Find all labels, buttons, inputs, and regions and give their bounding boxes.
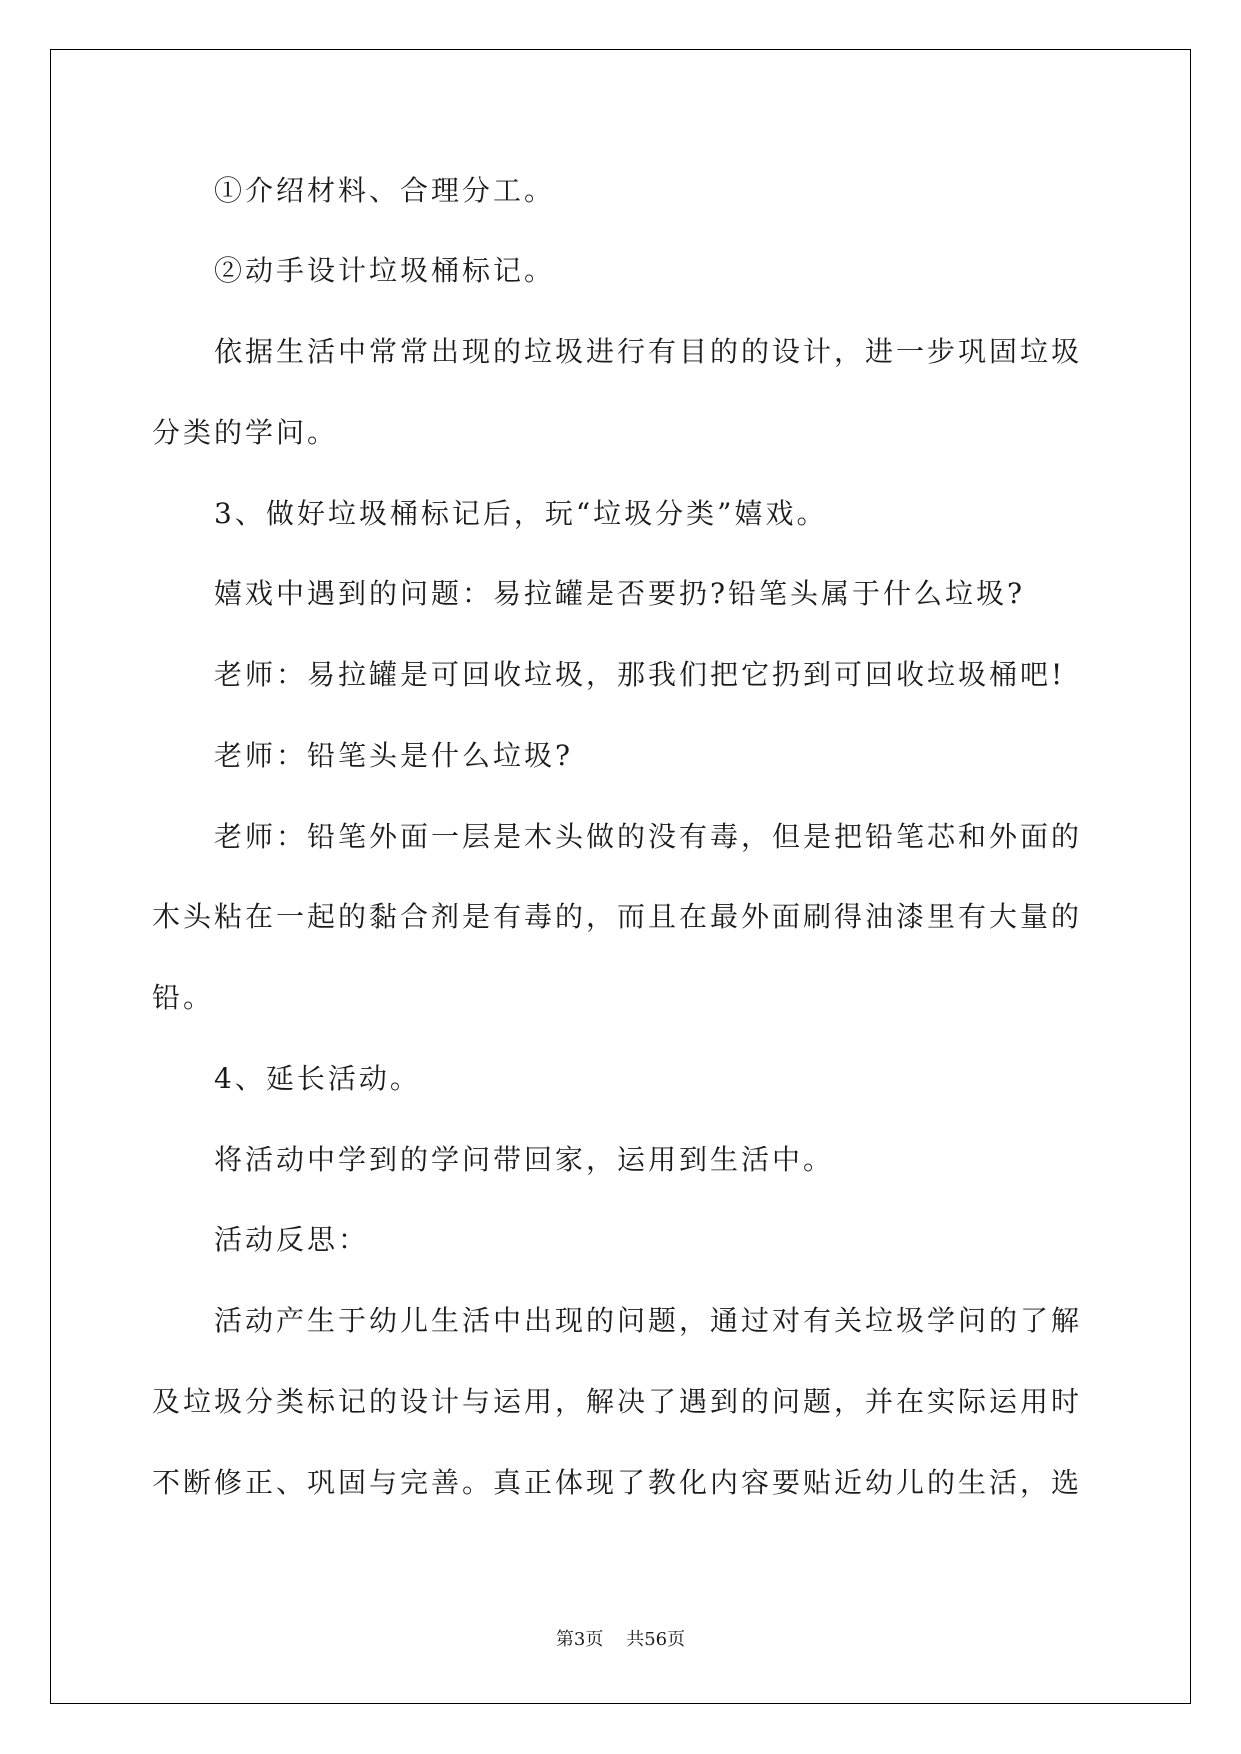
paragraph-line: 活动产生于幼儿生活中出现的问题，通过对有关垃圾学问的了解 <box>214 1304 1083 1337</box>
footer-total-suffix: 页 <box>667 1629 686 1650</box>
paragraph-line: 活动反思： <box>214 1223 370 1256</box>
paragraph-line: 分类的学问。 <box>152 416 339 449</box>
paragraph-line: 老师：铅笔头是什么垃圾? <box>214 739 574 772</box>
paragraph-line: 不断修正、巩固与完善。真正体现了教化内容要贴近幼儿的生活，选 <box>152 1466 1083 1499</box>
footer-total-prefix: 共 <box>626 1629 645 1650</box>
paragraph-line: 铅。 <box>152 981 215 1014</box>
paragraph-line: 及垃圾分类标记的设计与运用，解决了遇到的问题，并在实际运用时 <box>152 1385 1083 1418</box>
footer-total-pages: 56 <box>644 1629 668 1650</box>
footer-page-number: 3 <box>573 1629 586 1650</box>
footer-page-suffix: 页 <box>585 1629 604 1650</box>
footer-page-prefix: 第 <box>555 1629 574 1650</box>
paragraph-line: 嬉戏中遇到的问题：易拉罐是否要扔?铅笔头属于什么垃圾? <box>214 577 1026 610</box>
paragraph-line: 老师：铅笔外面一层是木头做的没有毒，但是把铅笔芯和外面的 <box>214 820 1083 853</box>
paragraph-line: ①介绍材料、合理分工。 <box>214 174 556 207</box>
paragraph-line: 将活动中学到的学问带回家，运用到生活中。 <box>214 1143 835 1176</box>
page-border <box>50 49 1191 1704</box>
page-footer <box>0 1625 1241 1651</box>
paragraph-line: 老师：易拉罐是可回收垃圾，那我们把它扔到可回收垃圾桶吧! <box>214 658 1066 691</box>
paragraph-line: 木头粘在一起的黏合剂是有毒的，而且在最外面刷得油漆里有大量的 <box>152 900 1083 933</box>
paragraph-line: 3、做好垃圾桶标记后，玩“垃圾分类”嬉戏。 <box>214 497 828 530</box>
paragraph-line: 4、延长活动。 <box>214 1062 421 1095</box>
paragraph-line: ②动手设计垃圾桶标记。 <box>214 254 556 287</box>
paragraph-line: 依据生活中常常出现的垃圾进行有目的的设计，进一步巩固垃圾 <box>214 335 1083 368</box>
